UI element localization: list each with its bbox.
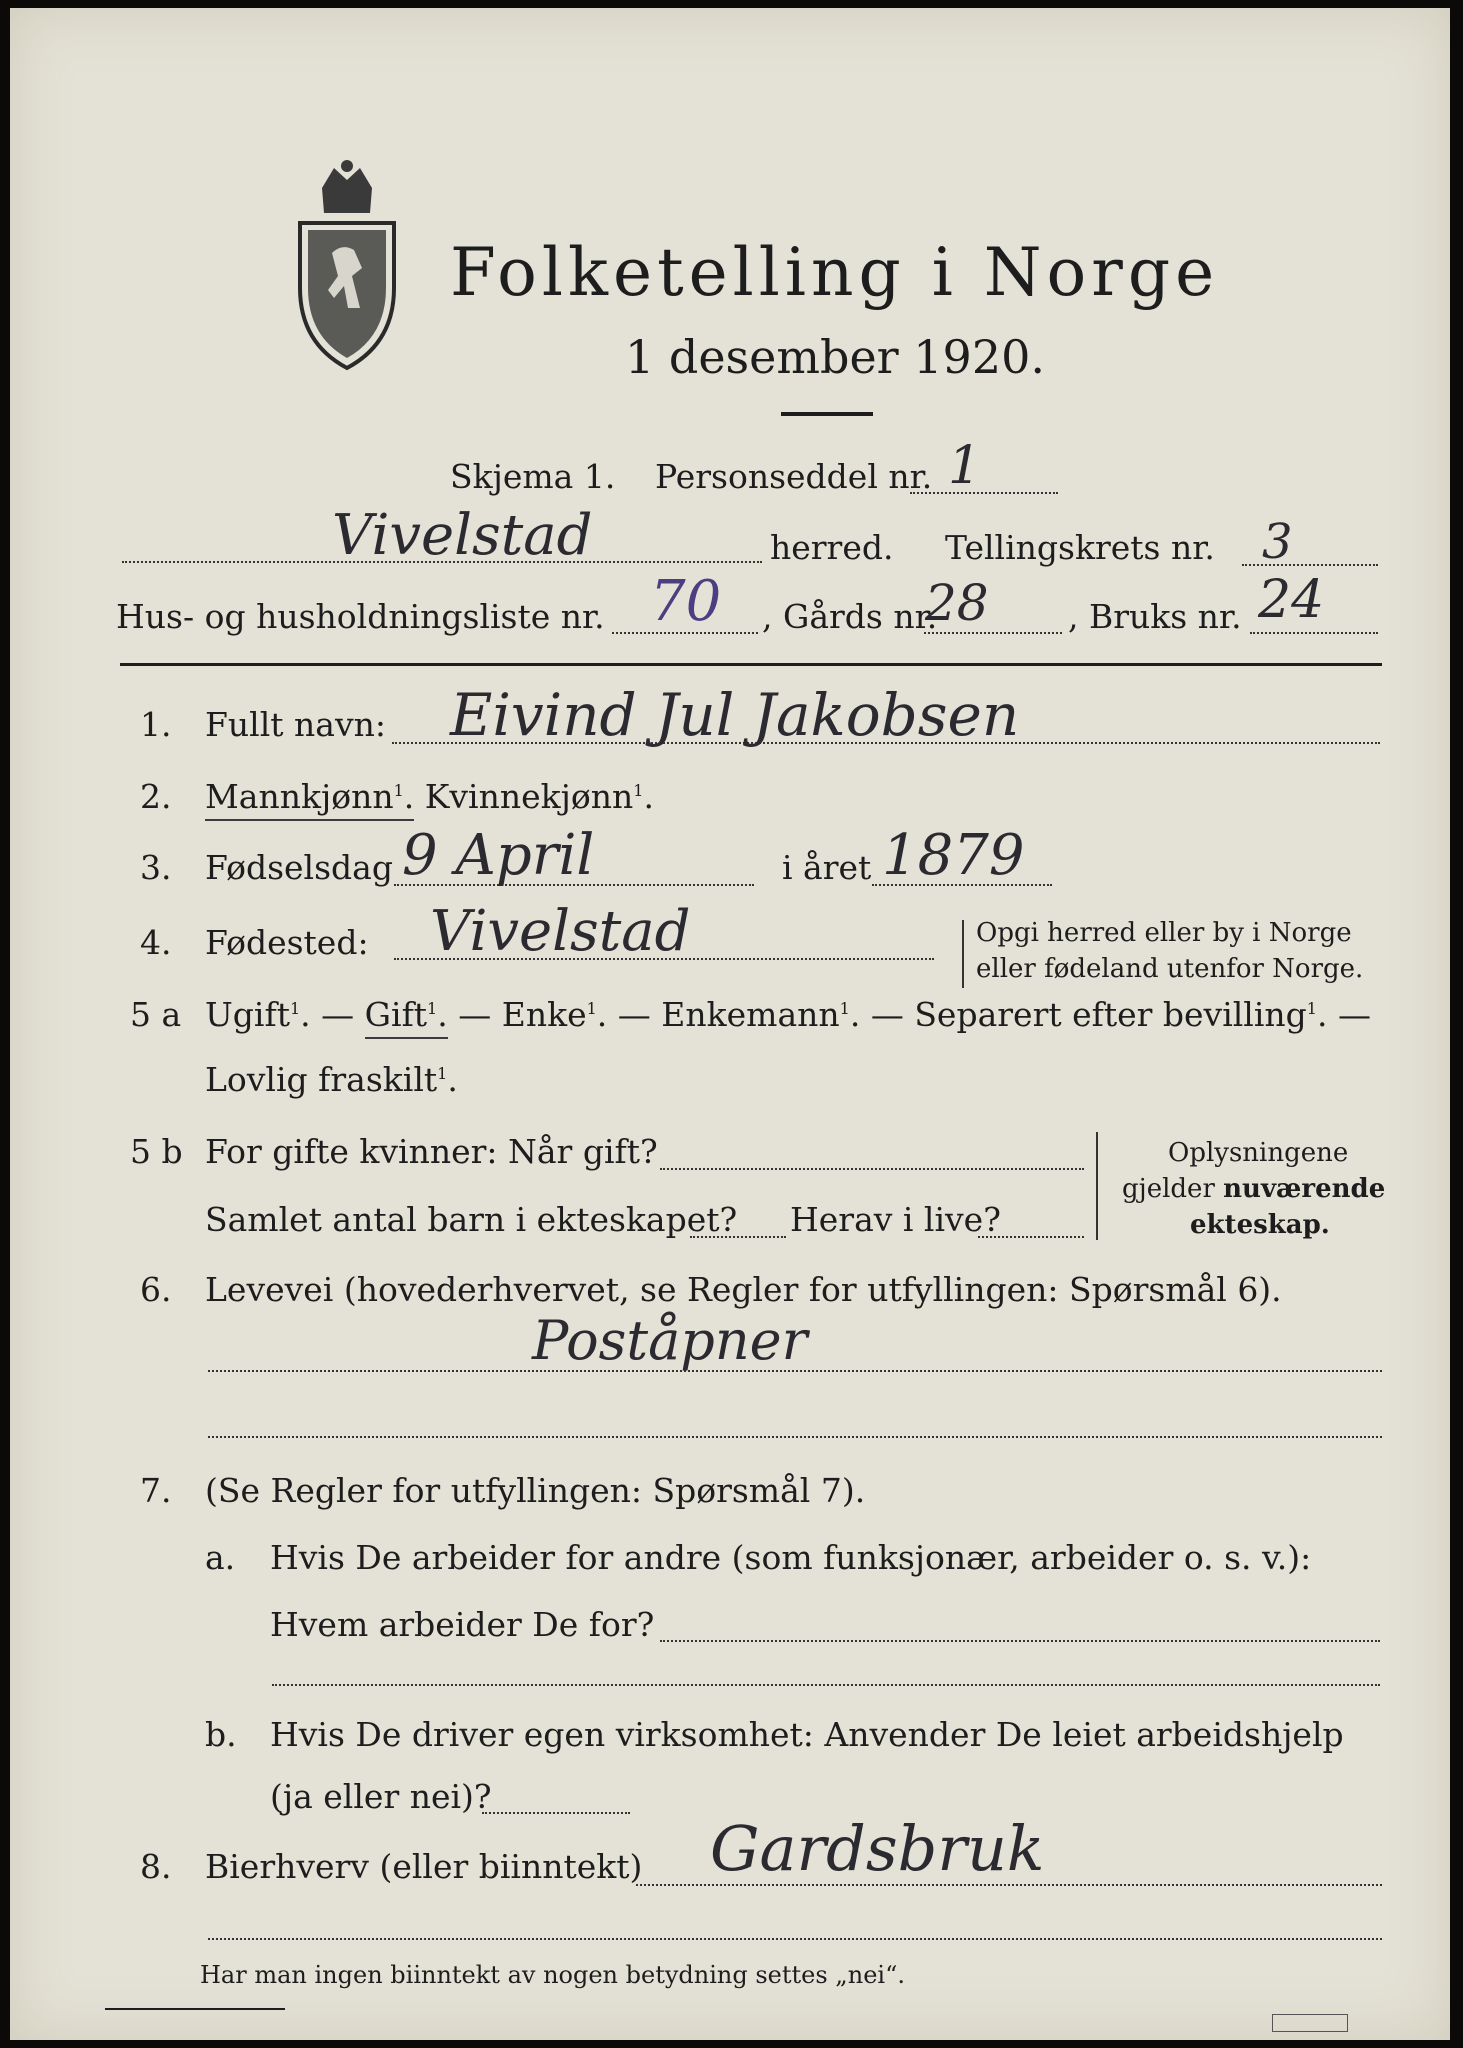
birthday-label: Fødselsdag [205,848,393,887]
marriage-note-gjelder: gjelder [1122,1174,1224,1204]
birth-year-label: i året [782,848,872,887]
tellingskrets-label: Tellingskrets nr. [945,528,1215,567]
husholdningsliste-value: 70 [650,569,722,634]
bruks-value: 24 [1258,570,1325,630]
enke-end: . [596,995,608,1034]
birthday-value: 9 April [402,823,595,888]
sep-dash-5: — [1337,995,1371,1034]
marriage-note-line2 [1122,1176,1385,1202]
q4-number: 4. [140,923,172,962]
marriage-note-brace [1096,1132,1098,1240]
q7a-text: Hvis De arbeider for andre (som funksjonær, arbeider o. s. v.): [270,1538,1312,1577]
separert-end: . [1316,995,1328,1034]
separert-label: Separert efter bevilling [914,995,1307,1034]
full-name-label: Fullt navn: [205,705,386,744]
q7-number: 7. [140,1471,172,1510]
female-label: Kvinnekjønn [424,777,634,816]
norway-coat-of-arms-icon [282,158,412,378]
married-when-field[interactable] [660,1168,1084,1170]
sep-dash-4: — [870,995,904,1034]
q7-label: (Se Regler for utfyllingen: Spørsmål 7). [205,1471,866,1510]
children-total-label: Samlet antal barn i ekteskapet? [205,1200,738,1239]
sep-dash-2: — [458,995,492,1034]
birthplace-value: Vivelstad [430,899,691,964]
ugift-option[interactable] [205,995,311,1034]
marriage-note-line3: ekteskap. [1190,1210,1330,1240]
q7b-number: b. [205,1715,237,1754]
enkemann-mark: 1 [839,999,850,1018]
person-label: Personseddel nr. [655,457,933,496]
employer-field-1[interactable] [660,1640,1380,1642]
birthplace-note-line2: eller fødeland utenfor Norge. [976,954,1364,984]
enkemann-option[interactable] [661,995,860,1034]
footer-note: Har man ingen biinntekt av nogen betydning settes „nei“. [200,1961,905,1989]
gards-field[interactable] [924,632,1062,634]
ugift-end: . [300,995,311,1034]
q1-number: 1. [140,705,172,744]
title-divider [781,412,873,416]
q2-number: 2. [140,777,172,816]
employer-label: Hvem arbeider De for? [270,1605,655,1644]
enkemann-end: . [849,995,861,1034]
lovlig-label: Lovlig [205,1060,308,1099]
fraskilt-mark: 1 [437,1064,448,1083]
census-form-page [10,8,1450,2040]
birthplace-note-brace [962,920,964,988]
lovlig-fraskilt-option[interactable] [205,1060,458,1099]
header-divider [120,663,1382,666]
census-date: 1 desember 1920. [625,330,1045,384]
children-alive-field[interactable] [978,1236,1084,1238]
footnote-rule [105,2008,285,2010]
sep-dash-3: — [617,995,651,1034]
ugift-label: Ugift [205,995,290,1034]
bruks-label: , Bruks nr. [1068,597,1242,636]
separert-option[interactable] [914,995,1327,1034]
person-number-value: 1 [948,436,982,496]
female-option[interactable] [425,777,654,816]
hired-help-label: (ja eller nei)? [270,1777,492,1816]
side-income-field-2[interactable] [208,1938,1382,1940]
sep-dash-1: — [321,995,355,1034]
q3-number: 3. [140,848,172,887]
bruks-field[interactable] [1250,632,1378,634]
children-total-field[interactable] [690,1236,786,1238]
marriage-note-current: nuværende [1223,1174,1386,1204]
person-number-field[interactable] [910,492,1058,494]
employer-field-2[interactable] [272,1684,1380,1686]
form-title: Folketelling i Norge [450,234,1220,311]
full-name-value: Eivind Jul Jakobsen [450,681,1020,749]
married-when-label: For gifte kvinner: Når gift? [205,1132,658,1171]
q5a-number: 5 a [130,995,182,1034]
occupation-label: Levevei (hovederhvervet, se Regler for utfyllingen: Spørsmål 6). [205,1270,1282,1309]
q7b-text: Hvis De driver egen virksomhet: Anvender De leiet arbeidshjelp [270,1715,1344,1754]
enkemann-label: Enkemann [661,995,840,1034]
side-income-label: Bierhverv (eller biinntekt) [205,1847,643,1886]
gards-value: 28 [925,574,989,632]
gift-label: Gift [364,995,428,1034]
gift-end: . [437,995,448,1034]
marriage-note-line1: Oplysningene [1168,1138,1349,1168]
occupation-value: Poståpner [532,1309,808,1372]
sex-options [205,777,654,821]
q5b-number: 5 b [130,1132,183,1171]
enke-mark: 1 [586,999,597,1018]
gift-option[interactable] [364,995,448,1039]
enke-label: Enke [501,995,587,1034]
herred-label: herred. [770,528,894,567]
female-footnote-mark: 1 [633,781,644,800]
enke-option[interactable] [502,995,608,1034]
q8-number: 8. [140,1847,172,1886]
hired-help-field[interactable] [482,1812,630,1814]
ugift-mark: 1 [289,999,301,1018]
children-alive-label: Herav i live? [790,1200,1001,1239]
female-end: . [643,777,654,816]
gards-label: , Gårds nr. [762,597,938,636]
birthplace-note-line1: Opgi herred eller by i Norge [976,918,1352,948]
birth-year-value: 1879 [882,823,1025,888]
q7a-number: a. [205,1538,236,1577]
separert-mark: 1 [1306,999,1317,1018]
gift-mark: 1 [427,999,438,1018]
q6-number: 6. [140,1270,172,1309]
male-footnote-mark: 1 [393,781,404,800]
fraskilt-label: fraskilt [318,1060,438,1099]
male-end: . [403,777,415,816]
schema-label: Skjema 1. [450,457,616,496]
marital-status-options [205,995,1371,1039]
printer-mark [1272,2014,1348,2032]
fraskilt-end: . [447,1060,458,1099]
tellingskrets-value: 3 [1262,514,1293,570]
side-income-value: Gardsbruk [710,1812,1045,1885]
birthplace-label: Fødested: [205,923,369,962]
male-option[interactable] [205,777,415,821]
husholdningsliste-label: Hus- og husholdningsliste nr. [116,597,605,636]
herred-value: Vivelstad [332,503,593,568]
occupation-field-2[interactable] [208,1436,1382,1438]
male-label: Mannkjønn [205,777,394,816]
